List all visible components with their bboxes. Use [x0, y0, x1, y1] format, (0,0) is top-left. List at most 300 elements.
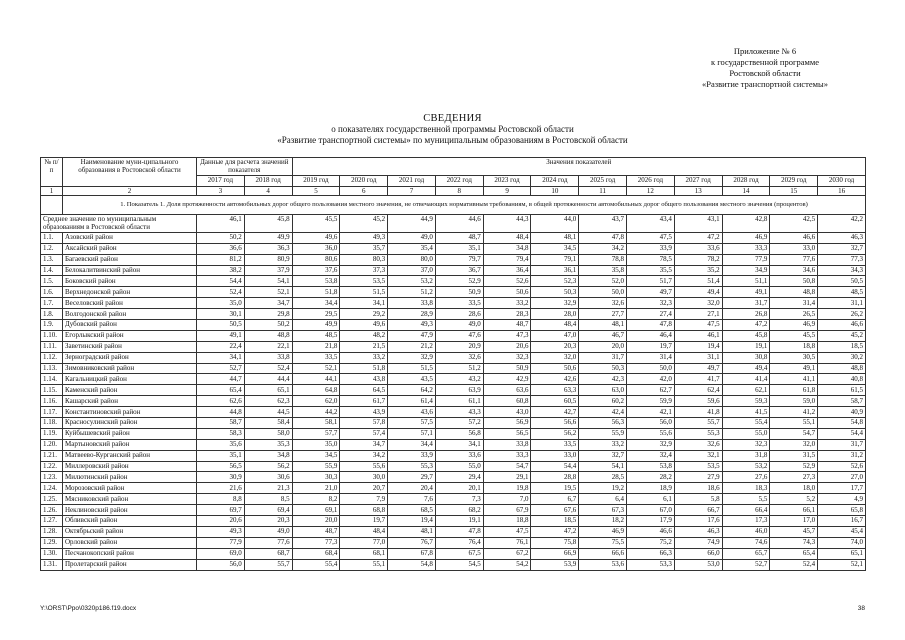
table-row	[41, 232, 866, 243]
table-row	[41, 265, 866, 276]
row-value: 51,2	[435, 363, 483, 374]
row-value: 31,4	[627, 352, 675, 363]
row-value: 62,4	[674, 385, 722, 396]
row-value: 47,8	[579, 232, 627, 243]
row-value: 30,3	[292, 472, 340, 483]
year-header: 2018 год	[244, 176, 292, 187]
row-value: 42,4	[579, 407, 627, 418]
row-value: 33,5	[292, 352, 340, 363]
row-value: 80,0	[388, 254, 436, 265]
row-value: 67,6	[531, 505, 579, 516]
row-value: 52,6	[818, 461, 866, 472]
year-header: 2017 год	[197, 176, 245, 187]
row-value: 36,6	[197, 243, 245, 254]
row-value: 48,7	[292, 526, 340, 537]
row-number: 1.11.	[41, 341, 63, 352]
row-value: 44,5	[244, 407, 292, 418]
row-value: 34,5	[292, 450, 340, 461]
row-value: 46,3	[674, 526, 722, 537]
row-value: 19,1	[435, 516, 483, 527]
column-number: 8	[435, 186, 483, 195]
row-value: 40,9	[818, 407, 866, 418]
row-value: 8,5	[244, 494, 292, 505]
row-value: 33,3	[722, 243, 770, 254]
row-value: 27,0	[818, 472, 866, 483]
average-value: 43,7	[579, 214, 627, 232]
row-value: 60,8	[483, 396, 531, 407]
row-value: 30,2	[818, 352, 866, 363]
row-value: 51,8	[340, 363, 388, 374]
row-value: 50,2	[244, 320, 292, 331]
row-value: 67,3	[579, 505, 627, 516]
row-value: 43,6	[388, 407, 436, 418]
row-value: 56,9	[483, 418, 531, 429]
row-value: 21,8	[292, 341, 340, 352]
row-value: 45,5	[770, 330, 818, 341]
table-row	[41, 396, 866, 407]
row-value: 68,2	[435, 505, 483, 516]
table-row	[41, 450, 866, 461]
year-header: 2028 год	[722, 176, 770, 187]
row-value: 55,3	[388, 461, 436, 472]
row-value: 19,7	[627, 341, 675, 352]
row-value: 59,3	[722, 396, 770, 407]
row-value: 63,0	[579, 385, 627, 396]
row-value: 69,7	[197, 505, 245, 516]
row-value: 64,8	[292, 385, 340, 396]
row-value: 41,5	[722, 407, 770, 418]
row-district-name: Неклиновский район	[63, 505, 197, 516]
row-value: 34,4	[292, 298, 340, 309]
row-value: 58,1	[292, 418, 340, 429]
column-number: 11	[579, 186, 627, 195]
row-value: 20,9	[435, 341, 483, 352]
row-value: 68,8	[340, 505, 388, 516]
row-number: 1.9.	[41, 320, 63, 331]
average-value: 42,8	[722, 214, 770, 232]
row-value: 62,0	[292, 396, 340, 407]
row-value: 35,6	[197, 439, 245, 450]
row-value: 6,4	[579, 494, 627, 505]
appendix-line: «Развитие транспортной системы»	[701, 79, 829, 89]
row-value: 62,3	[244, 396, 292, 407]
row-value: 33,5	[531, 439, 579, 450]
column-number: 4	[244, 186, 292, 195]
row-number: 1.4.	[41, 265, 63, 276]
year-header: 2030 год	[818, 176, 866, 187]
table-row	[41, 352, 866, 363]
table-row	[41, 374, 866, 385]
appendix-line: Ростовской области	[729, 68, 801, 78]
row-value: 79,1	[531, 254, 579, 265]
row-value: 52,4	[770, 559, 818, 570]
row-value: 48,8	[244, 330, 292, 341]
row-value: 33,6	[674, 243, 722, 254]
row-value: 43,9	[340, 407, 388, 418]
row-value: 55,0	[722, 428, 770, 439]
row-value: 49,4	[674, 287, 722, 298]
row-value: 30,5	[770, 352, 818, 363]
row-value: 49,0	[388, 232, 436, 243]
row-district-name: Волгодонской район	[63, 309, 197, 320]
row-value: 18,8	[770, 341, 818, 352]
column-number: 16	[818, 186, 866, 195]
row-value: 31,4	[770, 298, 818, 309]
row-value: 67,9	[483, 505, 531, 516]
average-label: Среднее значение по муниципальным образованиям в Ростовской области	[41, 214, 197, 232]
row-value: 77,0	[340, 537, 388, 548]
row-value: 42,6	[531, 374, 579, 385]
row-value: 45,7	[770, 526, 818, 537]
row-value: 58,4	[244, 418, 292, 429]
row-value: 69,1	[292, 505, 340, 516]
row-value: 33,2	[340, 352, 388, 363]
row-value: 61,1	[435, 396, 483, 407]
row-district-name: Веселовский район	[63, 298, 197, 309]
row-value: 54,1	[244, 276, 292, 287]
row-value: 33,8	[388, 298, 436, 309]
row-value: 77,9	[197, 537, 245, 548]
year-header: 2024 год	[531, 176, 579, 187]
row-district-name: Кагальницкий район	[63, 374, 197, 385]
row-value: 36,4	[483, 265, 531, 276]
row-value: 33,0	[770, 243, 818, 254]
average-row	[41, 214, 866, 232]
row-district-name: Зимовниковский район	[63, 363, 197, 374]
row-number: 1.26.	[41, 505, 63, 516]
row-value: 50,5	[197, 320, 245, 331]
row-value: 52,1	[292, 363, 340, 374]
row-value: 34,5	[531, 243, 579, 254]
row-value: 20,6	[197, 516, 245, 527]
row-value: 77,3	[292, 537, 340, 548]
row-value: 32,4	[627, 450, 675, 461]
row-value: 56,6	[531, 418, 579, 429]
column-number: 6	[340, 186, 388, 195]
row-value: 56,3	[579, 418, 627, 429]
row-value: 34,7	[244, 298, 292, 309]
column-number: 2	[63, 186, 197, 195]
row-value: 34,8	[483, 243, 531, 254]
row-value: 31,2	[818, 450, 866, 461]
row-value: 47,3	[483, 330, 531, 341]
row-value: 56,8	[435, 428, 483, 439]
row-value: 61,7	[340, 396, 388, 407]
row-value: 17,3	[722, 516, 770, 527]
table-row	[41, 407, 866, 418]
row-value: 20,3	[531, 341, 579, 352]
row-value: 44,2	[292, 407, 340, 418]
row-value: 50,8	[770, 276, 818, 287]
row-value: 27,7	[579, 309, 627, 320]
row-value: 51,1	[722, 276, 770, 287]
row-value: 47,8	[435, 526, 483, 537]
year-header: 2026 год	[627, 176, 675, 187]
row-value: 48,5	[818, 287, 866, 298]
row-value: 32,3	[483, 352, 531, 363]
column-number: 14	[722, 186, 770, 195]
year-header: 2021 год	[388, 176, 436, 187]
row-district-name: Боковский район	[63, 276, 197, 287]
row-value: 49,6	[292, 232, 340, 243]
row-value: 27,9	[674, 472, 722, 483]
row-value: 27,1	[674, 309, 722, 320]
row-value: 7,3	[435, 494, 483, 505]
table-row	[41, 287, 866, 298]
column-number: 12	[627, 186, 675, 195]
column-number: 10	[531, 186, 579, 195]
row-value: 22,1	[244, 341, 292, 352]
row-number: 1.14.	[41, 374, 63, 385]
row-value: 50,6	[531, 363, 579, 374]
average-value: 44,6	[435, 214, 483, 232]
row-value: 51,2	[388, 287, 436, 298]
row-number: 1.23.	[41, 472, 63, 483]
row-value: 53,8	[627, 461, 675, 472]
row-value: 32,7	[818, 243, 866, 254]
row-value: 31,8	[722, 450, 770, 461]
row-number: 1.10.	[41, 330, 63, 341]
row-value: 21,3	[244, 483, 292, 494]
table-row	[41, 537, 866, 548]
row-value: 50,6	[483, 287, 531, 298]
row-value: 31,1	[674, 352, 722, 363]
row-value: 28,6	[435, 309, 483, 320]
row-value: 59,0	[770, 396, 818, 407]
row-value: 35,7	[340, 243, 388, 254]
row-value: 31,1	[818, 298, 866, 309]
row-value: 19,5	[531, 483, 579, 494]
heading-title: СВЕДЕНИЯ	[423, 113, 482, 124]
row-value: 29,8	[244, 309, 292, 320]
row-value: 67,8	[388, 548, 436, 559]
appendix-line: к государственной программе	[710, 57, 820, 67]
row-value: 44,1	[292, 374, 340, 385]
row-district-name: Пролетарский район	[63, 559, 197, 570]
row-value: 20,7	[340, 483, 388, 494]
heading-line-2: «Развитие транспортной системы» по муниципальным образованиям в Ростовской области	[277, 135, 628, 145]
row-value: 42,3	[579, 374, 627, 385]
row-value: 74,9	[674, 537, 722, 548]
row-number: 1.16.	[41, 396, 63, 407]
table-row	[41, 254, 866, 265]
row-value: 8,8	[197, 494, 245, 505]
row-value: 77,6	[244, 537, 292, 548]
row-district-name: Кашарский район	[63, 396, 197, 407]
row-value: 79,4	[483, 254, 531, 265]
row-value: 8,2	[292, 494, 340, 505]
row-value: 41,8	[674, 407, 722, 418]
row-value: 32,1	[674, 450, 722, 461]
row-number: 1.20.	[41, 439, 63, 450]
row-value: 45,2	[818, 330, 866, 341]
table-row	[41, 309, 866, 320]
row-district-name: Дубовский район	[63, 320, 197, 331]
row-value: 54,4	[197, 276, 245, 287]
row-value: 50,9	[435, 287, 483, 298]
row-number: 1.5.	[41, 276, 63, 287]
row-value: 53,2	[388, 276, 436, 287]
row-value: 75,2	[627, 537, 675, 548]
row-value: 28,3	[483, 309, 531, 320]
row-value: 55,9	[292, 461, 340, 472]
row-value: 20,6	[483, 341, 531, 352]
row-value: 77,3	[818, 254, 866, 265]
row-number: 1.22.	[41, 461, 63, 472]
footer-page-number: 38	[857, 605, 865, 612]
row-number: 1.27.	[41, 516, 63, 527]
row-value: 46,6	[770, 232, 818, 243]
row-value: 30,1	[197, 309, 245, 320]
row-value: 74,3	[770, 537, 818, 548]
row-value: 46,9	[579, 526, 627, 537]
footer-file-path: Y:\ORST\Ppo\0320p186.f19.docx	[40, 605, 137, 612]
header-values: Значения показателей	[292, 158, 865, 176]
row-value: 75,5	[579, 537, 627, 548]
row-value: 74,0	[818, 537, 866, 548]
row-value: 28,8	[531, 472, 579, 483]
row-value: 33,0	[531, 450, 579, 461]
row-value: 51,5	[340, 287, 388, 298]
column-number: 3	[197, 186, 245, 195]
row-value: 54,5	[435, 559, 483, 570]
row-value: 18,6	[674, 483, 722, 494]
row-district-name: Каменский район	[63, 385, 197, 396]
row-value: 44,7	[197, 374, 245, 385]
row-value: 54,4	[531, 461, 579, 472]
row-value: 26,8	[722, 309, 770, 320]
row-value: 55,1	[340, 559, 388, 570]
row-value: 48,4	[340, 526, 388, 537]
row-value: 51,7	[627, 276, 675, 287]
row-value: 28,9	[388, 309, 436, 320]
row-value: 36,1	[531, 265, 579, 276]
document-heading	[0, 113, 905, 146]
row-value: 5,5	[722, 494, 770, 505]
row-number: 1.28.	[41, 526, 63, 537]
table-row	[41, 548, 866, 559]
row-value: 34,7	[340, 439, 388, 450]
row-value: 58,7	[818, 396, 866, 407]
row-value: 32,7	[579, 450, 627, 461]
row-value: 35,8	[579, 265, 627, 276]
row-value: 41,7	[674, 374, 722, 385]
row-value: 80,9	[244, 254, 292, 265]
column-number: 15	[770, 186, 818, 195]
row-district-name: Мясниковский район	[63, 494, 197, 505]
row-value: 47,5	[483, 526, 531, 537]
table-row	[41, 298, 866, 309]
row-number: 1.1.	[41, 232, 63, 243]
row-value: 32,0	[770, 439, 818, 450]
row-value: 43,0	[483, 407, 531, 418]
row-value: 60,2	[579, 396, 627, 407]
row-value: 44,8	[197, 407, 245, 418]
row-value: 55,6	[627, 428, 675, 439]
row-value: 35,5	[627, 265, 675, 276]
row-number: 1.19.	[41, 428, 63, 439]
row-value: 21,5	[340, 341, 388, 352]
row-value: 49,3	[388, 320, 436, 331]
row-value: 56,2	[531, 428, 579, 439]
row-number: 1.29.	[41, 537, 63, 548]
row-value: 76,7	[388, 537, 436, 548]
row-value: 48,4	[531, 320, 579, 331]
column-number-row	[41, 186, 866, 195]
row-value: 34,8	[244, 450, 292, 461]
table-row	[41, 559, 866, 570]
row-value: 66,7	[674, 505, 722, 516]
row-value: 21,2	[388, 341, 436, 352]
row-value: 67,2	[483, 548, 531, 559]
row-value: 56,0	[197, 559, 245, 570]
row-value: 20,1	[435, 483, 483, 494]
row-number: 1.2.	[41, 243, 63, 254]
row-value: 66,3	[627, 548, 675, 559]
row-value: 68,4	[292, 548, 340, 559]
row-value: 5,8	[674, 494, 722, 505]
row-district-name: Куйбышевский район	[63, 428, 197, 439]
year-header: 2025 год	[579, 176, 627, 187]
row-value: 58,3	[197, 428, 245, 439]
row-value: 27,6	[722, 472, 770, 483]
row-district-name: Песчанокопский район	[63, 548, 197, 559]
row-value: 43,2	[435, 374, 483, 385]
row-value: 32,9	[627, 439, 675, 450]
row-value: 77,6	[770, 254, 818, 265]
average-value: 45,2	[340, 214, 388, 232]
row-value: 35,0	[197, 298, 245, 309]
row-district-name: Красносулинский район	[63, 418, 197, 429]
row-value: 30,8	[722, 352, 770, 363]
row-value: 49,0	[244, 526, 292, 537]
table-row	[41, 418, 866, 429]
row-district-name: Зерноградский район	[63, 352, 197, 363]
row-value: 54,2	[483, 559, 531, 570]
row-value: 43,3	[435, 407, 483, 418]
row-value: 55,7	[674, 418, 722, 429]
year-header: 2019 год	[292, 176, 340, 187]
row-value: 48,4	[483, 232, 531, 243]
row-value: 7,6	[388, 494, 436, 505]
average-value: 44,0	[531, 214, 579, 232]
row-value: 33,2	[483, 298, 531, 309]
row-district-name: Белокалитвинский район	[63, 265, 197, 276]
row-value: 30,0	[340, 472, 388, 483]
row-value: 49,0	[435, 320, 483, 331]
row-district-name: Матвеево-Курганский район	[63, 450, 197, 461]
row-value: 50,3	[579, 363, 627, 374]
row-value: 52,1	[244, 287, 292, 298]
row-value: 56,5	[483, 428, 531, 439]
row-value: 81,2	[197, 254, 245, 265]
row-value: 65,8	[818, 505, 866, 516]
table-row	[41, 483, 866, 494]
row-value: 47,9	[388, 330, 436, 341]
row-value: 46,1	[674, 330, 722, 341]
row-value: 55,9	[579, 428, 627, 439]
row-value: 77,9	[722, 254, 770, 265]
row-value: 33,9	[627, 243, 675, 254]
row-value: 61,8	[770, 385, 818, 396]
row-value: 46,6	[627, 526, 675, 537]
row-value: 65,1	[818, 548, 866, 559]
row-value: 6,1	[627, 494, 675, 505]
row-value: 67,5	[435, 548, 483, 559]
row-value: 47,5	[627, 232, 675, 243]
row-value: 53,2	[722, 461, 770, 472]
row-value: 46,9	[722, 232, 770, 243]
